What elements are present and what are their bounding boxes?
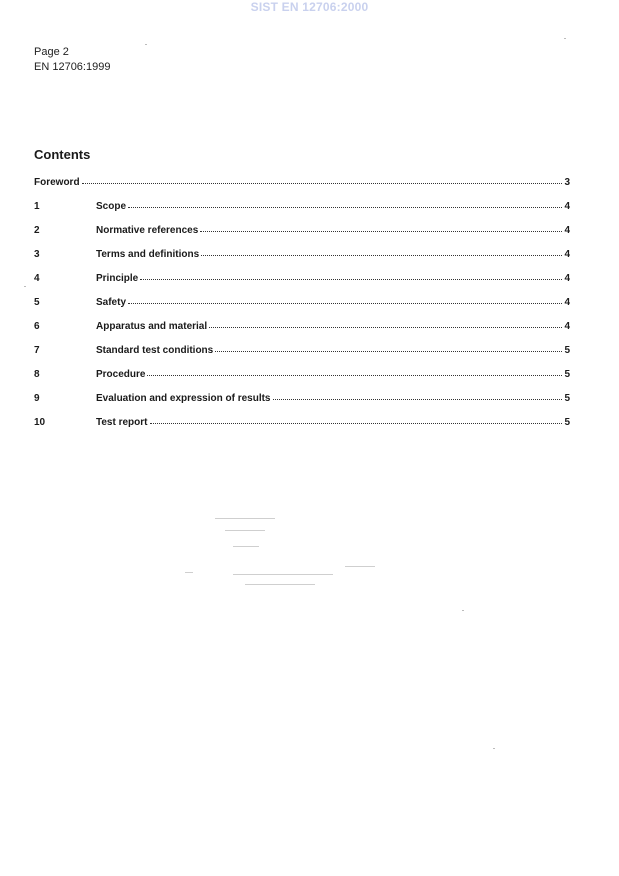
toc-entry-title: Standard test conditions [96,345,214,356]
scan-speck [24,286,26,287]
toc-entry-principle[interactable] [34,272,570,296]
scan-noise [185,500,395,595]
contents-heading: Contents [34,147,91,162]
toc-entry-page: 4 [564,225,570,236]
page-number: Page 2 [34,46,69,58]
toc-entry-page: 5 [564,417,570,428]
toc-entry-apparatus-and-material[interactable] [34,320,570,344]
toc-entry-title: Evaluation and expression of results [96,393,271,404]
toc-entry-page: 4 [564,249,570,260]
toc-leader-dots [215,343,562,352]
watermark: SIST EN 12706:2000 [250,0,369,14]
scan-speck [493,748,495,749]
toc-leader-dots [128,295,562,304]
toc-entry-procedure[interactable] [34,368,570,392]
toc-leader-dots [140,271,562,280]
toc-leader-dots [82,175,563,184]
table-of-contents [34,176,570,440]
toc-entry-title: Apparatus and material [96,321,208,332]
scan-speck [462,610,464,611]
toc-entry-scope[interactable] [34,200,570,224]
scan-speck [564,38,566,39]
toc-entry-number: 1 [34,201,40,212]
toc-leader-dots [200,223,562,232]
toc-entry-title: Scope [96,201,127,212]
toc-entry-number: 5 [34,297,40,308]
toc-entry-terms-and-definitions[interactable] [34,248,570,272]
toc-entry-number: 2 [34,225,40,236]
toc-leader-dots [209,319,562,328]
toc-entry-test-report[interactable] [34,416,570,440]
toc-leader-dots [147,367,562,376]
toc-entry-number: 8 [34,369,40,380]
toc-leader-dots [150,415,563,424]
toc-entry-page: 4 [564,321,570,332]
toc-entry-page: 4 [564,297,570,308]
scan-speck [145,44,147,45]
toc-entry-page: 3 [564,177,570,188]
toc-entry-title: Safety [96,297,127,308]
toc-entry-title: Terms and definitions [96,249,200,260]
toc-entry-number: 7 [34,345,40,356]
toc-entry-page: 5 [564,369,570,380]
toc-entry-number: 3 [34,249,40,260]
toc-entry-title: Procedure [96,369,146,380]
toc-entry-page: 5 [564,345,570,356]
toc-entry-number: 4 [34,273,40,284]
toc-entry-title: Foreword [34,177,80,188]
toc-entry-standard-test-conditions[interactable] [34,344,570,368]
toc-entry-number: 10 [34,417,46,428]
toc-entry-number: 9 [34,393,40,404]
toc-entry-foreword[interactable] [34,176,570,200]
toc-entry-safety[interactable] [34,296,570,320]
toc-entry-page: 5 [564,393,570,404]
toc-leader-dots [201,247,562,256]
toc-entry-evaluation-and-expression[interactable] [34,392,570,416]
toc-entry-page: 4 [564,201,570,212]
toc-entry-title: Normative references [96,225,199,236]
toc-leader-dots [273,391,563,400]
toc-entry-title: Principle [96,273,139,284]
toc-entry-normative-references[interactable] [34,224,570,248]
toc-entry-page: 4 [564,273,570,284]
toc-leader-dots [128,199,562,208]
toc-entry-title: Test report [96,417,148,428]
toc-entry-number: 6 [34,321,40,332]
page-header [34,45,110,75]
standard-id: EN 12706:1999 [34,61,111,73]
